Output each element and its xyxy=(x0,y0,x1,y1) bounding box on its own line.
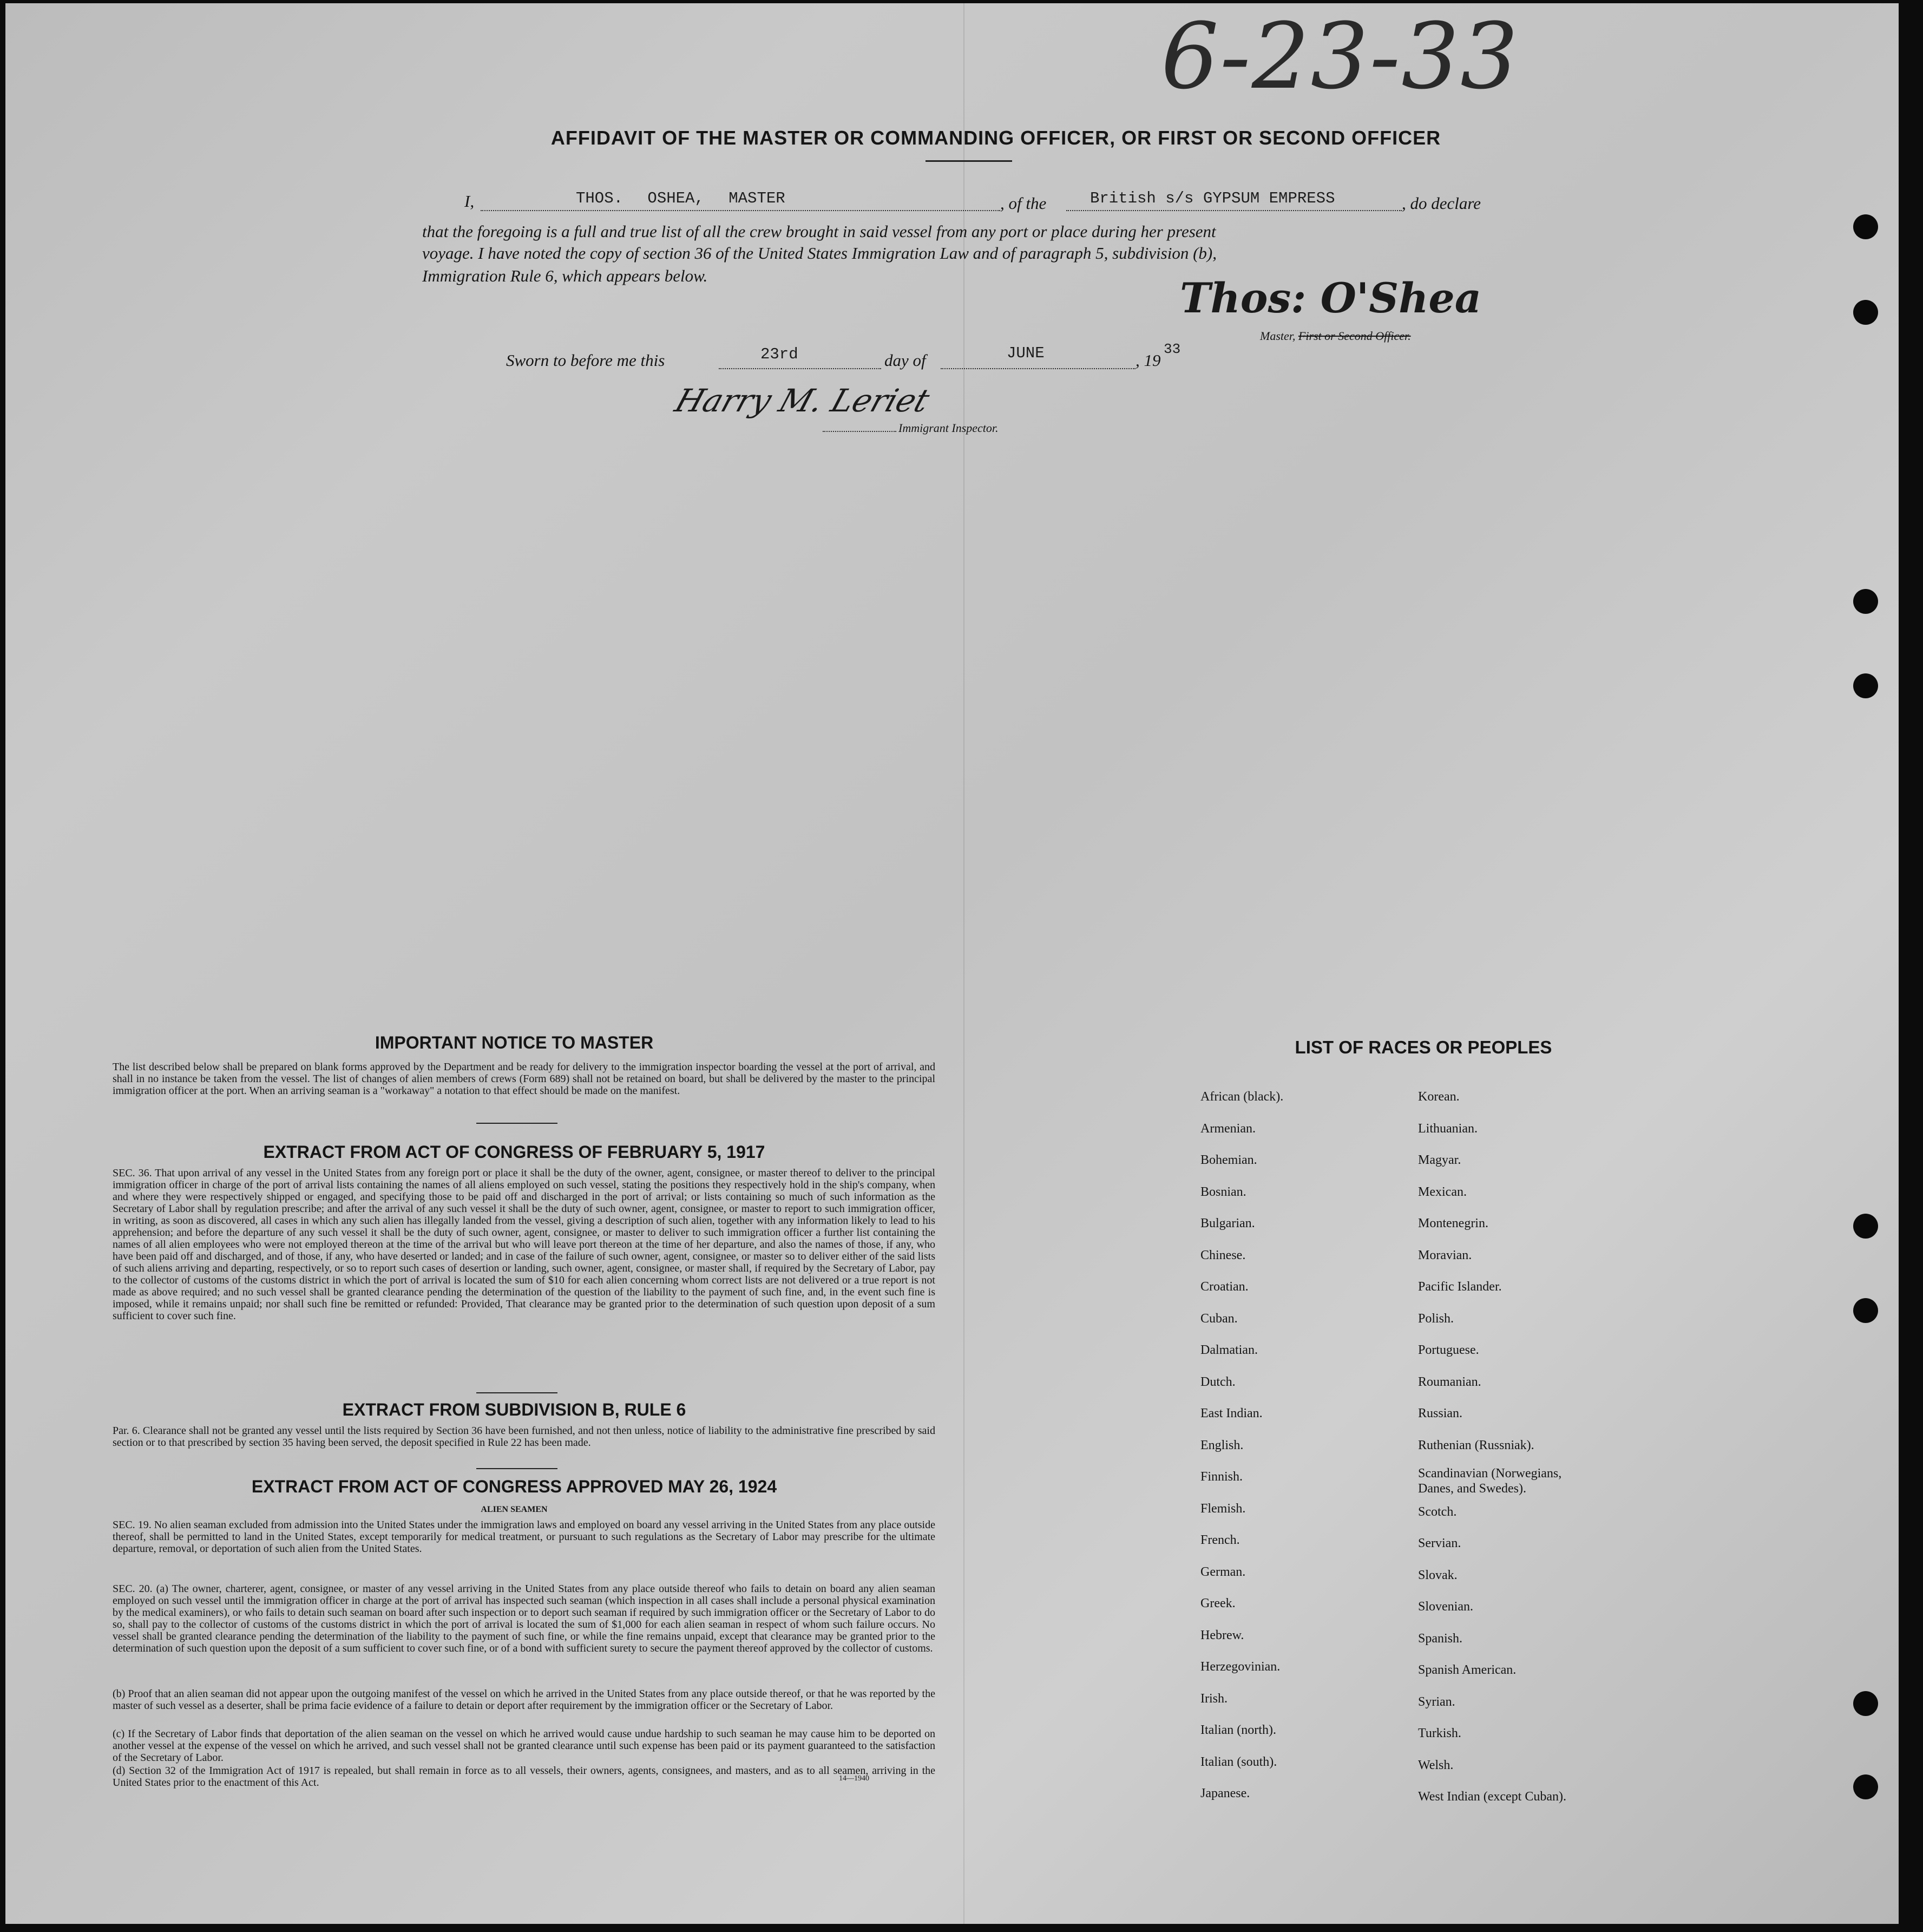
race-item: Russian. xyxy=(1418,1406,1463,1420)
year-prefix: , 19 xyxy=(1136,351,1161,370)
document-page xyxy=(5,3,1899,1924)
section-rule xyxy=(476,1123,557,1124)
race-item: Finnish. xyxy=(1200,1470,1243,1484)
month-dotted-line xyxy=(941,368,1136,369)
race-item: Danes, and Swedes). xyxy=(1418,1482,1526,1496)
master-label: Master, xyxy=(1260,329,1296,343)
race-item: German. xyxy=(1200,1564,1246,1579)
race-item: English. xyxy=(1200,1438,1244,1452)
race-item: East Indian. xyxy=(1200,1406,1263,1420)
officer-name: THOS. OSHEA, MASTER xyxy=(576,189,785,207)
race-item: Chinese. xyxy=(1200,1248,1246,1262)
race-item: Mexican. xyxy=(1418,1184,1467,1199)
race-item: Croatian. xyxy=(1200,1280,1249,1294)
race-item: Polish. xyxy=(1418,1311,1454,1326)
extract-1917-title: EXTRACT FROM ACT OF CONGRESS OF FEBRUARY 5, 1917 xyxy=(263,1142,765,1162)
race-item: Dalmatian. xyxy=(1200,1343,1258,1357)
declaration-prefix: I, xyxy=(464,192,475,211)
race-item: Montenegrin. xyxy=(1418,1216,1488,1230)
punch-hole xyxy=(1853,673,1878,698)
inspector-caption: Immigrant Inspector. xyxy=(898,421,999,435)
extract-1924-sec20d: (d) Section 32 of the Immigration Act of 1917 is repealed, but shall remain in force as to all vessels, their owners, agents, consignees, and masters, and as to all seamen, arriving in the United States prior to the enactment of this Act. xyxy=(113,1765,935,1789)
race-item: Hebrew. xyxy=(1200,1628,1244,1642)
notice-text: The list described below shall be prepared on blank forms approved by the Department and be ready for delivery to the immigration inspector boarding the vessel at the port of arrival, and shall in no instance be taken from the vessel. The list of changes of alien members of crews (Form 689) shall not be retained on board, but shall be delivered by the master to the principal immigration officer at the port. When an arriving seaman is a "workaway" a notation to that effect should be made on the manifest. xyxy=(113,1061,935,1097)
race-item: Scotch. xyxy=(1418,1504,1457,1519)
race-item: Roumanian. xyxy=(1418,1374,1481,1389)
affidavit-title: AFFIDAVIT OF THE MASTER OR COMMANDING OFFICER, OR FIRST OR SECOND OFFICER xyxy=(550,127,1441,149)
inspector-dotted-line xyxy=(823,431,896,432)
race-item: Welsh. xyxy=(1418,1758,1454,1772)
race-item: Italian (south). xyxy=(1200,1754,1277,1769)
race-item: Slovenian. xyxy=(1418,1600,1473,1614)
rule6-text: Par. 6. Clearance shall not be granted any vessel until the lists required by Section 36 have been furnished, and not then unless, notice of liability to the administrative fine prescribed by said section or to that prescribed by section 35 having been served, the deposit specified in Rule 22 has been made. xyxy=(113,1425,935,1449)
race-item: Flemish. xyxy=(1200,1501,1246,1516)
do-declare-text: , do declare xyxy=(1402,194,1481,213)
race-item: Spanish American. xyxy=(1418,1663,1517,1677)
race-item: Pacific Islander. xyxy=(1418,1280,1502,1294)
race-item: French. xyxy=(1200,1533,1240,1547)
name-dotted-line xyxy=(481,210,1000,211)
race-item: Cuban. xyxy=(1200,1311,1238,1326)
extract-1924-title: EXTRACT FROM ACT OF CONGRESS APPROVED MAY 26, 1924 xyxy=(251,1477,777,1496)
rule6-title: EXTRACT FROM SUBDIVISION B, RULE 6 xyxy=(342,1400,686,1419)
race-item: Bulgarian. xyxy=(1200,1216,1255,1230)
punch-hole xyxy=(1853,214,1878,239)
sworn-month: JUNE xyxy=(1007,344,1045,362)
punch-hole xyxy=(1853,1774,1878,1799)
alien-seamen-subtitle: ALIEN SEAMEN xyxy=(481,1505,548,1514)
races-title: LIST OF RACES OR PEOPLES xyxy=(1295,1037,1552,1057)
day-dotted-line xyxy=(719,368,881,369)
race-item: West Indian (except Cuban). xyxy=(1418,1790,1566,1804)
race-item: Herzegovinian. xyxy=(1200,1660,1281,1674)
punch-hole xyxy=(1853,1691,1878,1716)
sworn-day: 23rd xyxy=(760,345,798,363)
declaration-line-4: Immigration Rule 6, which appears below. xyxy=(422,266,708,285)
vessel-name: British s/s GYPSUM EMPRESS xyxy=(1090,189,1335,207)
declaration-line-2: that the foregoing is a full and true list of all the crew brought in said vessel from any port or place during her present xyxy=(422,222,1216,241)
race-item: Bosnian. xyxy=(1200,1184,1246,1199)
race-item: Scandinavian (Norwegians, xyxy=(1418,1466,1562,1481)
race-item: Portuguese. xyxy=(1418,1343,1479,1357)
form-number: 14—1940 xyxy=(839,1774,869,1783)
handwritten-date: 6-23-33 xyxy=(1161,3,1519,109)
race-item: Ruthenian (Russniak). xyxy=(1418,1438,1534,1452)
race-item: Slovak. xyxy=(1418,1568,1458,1582)
punch-hole xyxy=(1853,300,1878,325)
extract-1924-sec20c: (c) If the Secretary of Labor finds that deportation of the alien seaman on the vessel on which he arrived would cause undue hardship to such seaman he may cause him to be deported on another vessel at the expense of the vessel on which he arrived, and such vessel shall not be granted clearance until such expense has been paid or its payment guaranteed to the satisfaction of the Secretary of Labor. xyxy=(113,1728,935,1764)
notice-title: IMPORTANT NOTICE TO MASTER xyxy=(375,1033,654,1052)
punch-hole xyxy=(1853,1214,1878,1239)
race-item: Irish. xyxy=(1200,1691,1228,1706)
year-suffix: 33 xyxy=(1164,341,1181,357)
sworn-prefix: Sworn to before me this xyxy=(506,351,665,370)
declaration-line-3: voyage. I have noted the copy of section 36 of the United States Immigration Law and of paragraph 5, subdivision (b), xyxy=(422,244,1217,263)
race-item: Italian (north). xyxy=(1200,1723,1276,1737)
page-fold-line xyxy=(963,3,964,1924)
race-item: Lithuanian. xyxy=(1418,1121,1478,1136)
race-item: Syrian. xyxy=(1418,1694,1455,1709)
race-item: Korean. xyxy=(1418,1090,1460,1104)
inspector-signature: Harry M. Leriet xyxy=(670,382,934,419)
race-item: Servian. xyxy=(1418,1536,1461,1550)
race-item: African (black). xyxy=(1200,1090,1284,1104)
struck-officer-label: First or Second Officer. xyxy=(1298,329,1411,343)
of-the-text: , of the xyxy=(1000,194,1047,213)
race-item: Greek. xyxy=(1200,1596,1236,1610)
race-item: Armenian. xyxy=(1200,1121,1256,1136)
extract-1924-sec19: SEC. 19. No alien seaman excluded from admission into the United States under the immigration laws and employed on board any vessel arriving in the United States from any place outside thereof, shall be permitted to land in the United States, except temporarily for medical treatment, or pursuant to such regulations as the Secretary of Labor may prescribe for the ultimate departure, removal, or deportation of such alien from the United States. xyxy=(113,1519,935,1555)
race-item: Bohemian. xyxy=(1200,1153,1257,1167)
race-item: Turkish. xyxy=(1418,1726,1461,1740)
race-item: Japanese. xyxy=(1200,1786,1250,1800)
master-signature: Thos: O'Shea xyxy=(1180,274,1482,322)
extract-1924-sec20b: (b) Proof that an alien seaman did not appear upon the outgoing manifest of the vessel on which he arrived in the United States from any place outside thereof, or that he was reported by the master of such vessel as a deserter, shall be prima facie evidence of a failure to detain or deport after requirement by the immigration officer or the Secretary of Labor. xyxy=(113,1688,935,1712)
title-rule xyxy=(926,160,1012,162)
master-caption xyxy=(1260,329,1411,343)
race-item: Spanish. xyxy=(1418,1631,1463,1646)
punch-hole xyxy=(1853,589,1878,614)
race-item: Magyar. xyxy=(1418,1153,1461,1167)
vessel-dotted-line xyxy=(1066,210,1402,211)
extract-1924-sec20a: SEC. 20. (a) The owner, charterer, agent, consignee, or master of any vessel arriving in the United States from any place outside thereof who fails to detain on board any alien seaman employed on such vessel until the immigration officer in charge at the port of arrival has inspected such seaman (which inspection in all cases shall include a personal physical examination by the medical examiners), or who fails to detain such seaman on board after such inspection or to deport such seaman if required by such immigration officer or the Secretary of Labor to do so, shall pay to the collector of customs of the customs district in which the port of arrival is located the sum of $1,000 for each alien seaman in respect of whom such failure occurs. No vessel shall be granted clearance pending the determination of the liability to the payment of such fine, or while the fine remains unpaid, except that clearance may be granted prior to the determination of such question upon the deposit of a sum sufficient to cover such fine, or of a bond with sufficient surety to secure the payment thereof approved by the collector of customs. xyxy=(113,1583,935,1654)
race-item: Moravian. xyxy=(1418,1248,1472,1262)
day-of-text: day of xyxy=(884,351,926,370)
section-rule xyxy=(476,1392,557,1393)
extract-1917-text: SEC. 36. That upon arrival of any vessel in the United States from any foreign port or place it shall be the duty of the owner, agent, consignee, or master thereof to deliver to the principal immigration officer in charge of the port of arrival lists containing the names of all aliens employed on such vessel, stating the positions they respectively hold in the ship's company, when and where they were respectively shipped or engaged, and specifying those to be paid off and discharged in the port of arrival; or lists containing so much of such information as the Secretary of Labor shall by regulation prescribe; and after the arrival of any such vessel it shall be the duty of such owner, agent, consignee, or master to report to such immigration officer, in writing, as soon as discovered, all cases in which any such alien has illegally landed from the vessel, giving a description of such alien, together with any information likely to lead to his apprehension; and before the departure of any such vessel it shall be the duty of such owner, agent, consignee, or master to deliver to such immigration officer a further list containing the names of all alien employees who were not employed thereon at the time of the arrival but who will leave port thereon at the time of her departure, and also the names of those, if any, who have been paid off and discharged, and of those, if any, who have deserted or landed; and in case of the failure of such owner, agent, consignee, or master so to deliver either of the said lists of such aliens arriving and departing, respectively, or so to report such cases of desertion or landing, such owner, agent, consignee, or master shall, if required by the Secretary of Labor, pay to the collector of customs of the customs district in which the port of arrival is located the sum of $10 for each alien concerning whom correct lists are not delivered or a true report is not made as above required; and no such vessel shall be granted clearance pending the determination of the question of the liability to the payment of such fine, and, in the event such fine is imposed, while it remains unpaid; nor shall such fine be remitted or refunded: Provided, That clearance may be granted prior to the determination of such question upon deposit of a sum sufficient to cover such fine. xyxy=(113,1167,935,1322)
race-item: Dutch. xyxy=(1200,1374,1236,1389)
punch-hole xyxy=(1853,1298,1878,1323)
section-rule xyxy=(476,1468,557,1469)
